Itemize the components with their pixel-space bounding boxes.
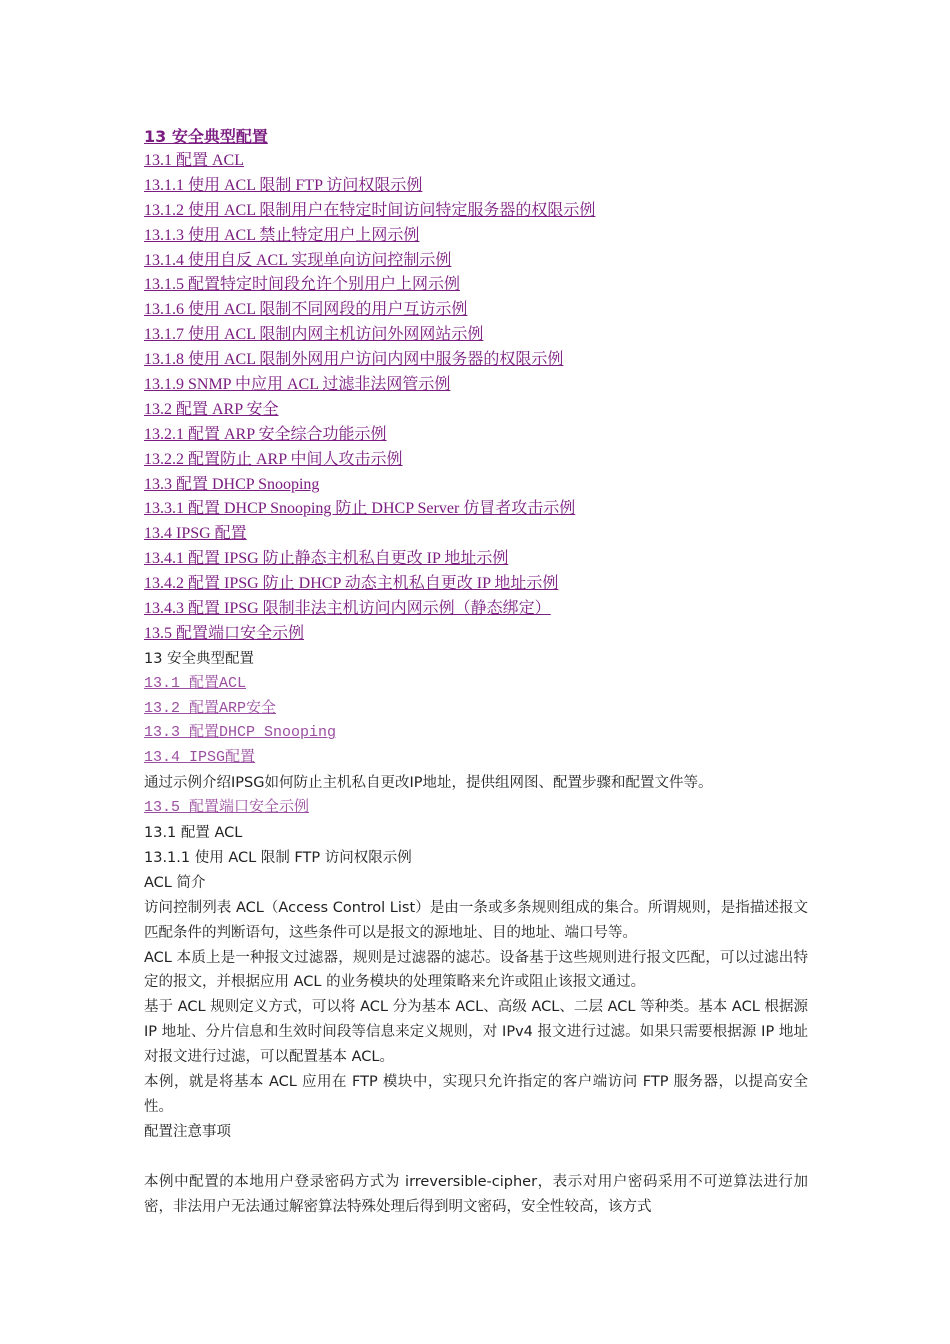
toc-link-13-2-2[interactable]: 13.2.2 配置防止 ARP 中间人攻击示例	[144, 450, 403, 468]
section-link-13-3[interactable]: 13.3 配置DHCP Snooping	[144, 724, 337, 742]
toc-link-13-5[interactable]: 13.5 配置端口安全示例	[144, 624, 305, 642]
document-page	[144, 124, 808, 1219]
section-heading-13-1: 13.1 配置 ACL	[144, 825, 243, 842]
toc-title[interactable]: 13 安全典型配置	[144, 127, 268, 146]
paragraph-acl-types: 基于 ACL 规则定义方式，可以将 ACL 分为基本 ACL、高级 ACL、二层 ACL 等种类。基本 ACL 根据源 IP 地址、分片信息和生效时间段等信息来定义规则，对 IPv4 报文进行过滤。如果只需要根据源 IP 地址对报文进行过滤，可以配置基本 ACL。	[144, 999, 808, 1066]
toc-link-13-1-8[interactable]: 13.1.8 使用 ACL 限制外网用户访问内网中服务器的权限示例	[144, 351, 564, 369]
chapter-heading: 13 安全典型配置	[144, 650, 255, 667]
toc-link-13-4-3[interactable]: 13.4.3 配置 IPSG 限制非法主机访问内网示例（静态绑定）	[144, 600, 551, 618]
toc-link-13-1-4[interactable]: 13.1.4 使用自反 ACL 实现单向访问控制示例	[144, 251, 452, 269]
toc-link-13-1-5[interactable]: 13.1.5 配置特定时间段允许个别用户上网示例	[144, 276, 461, 294]
paragraph-example-purpose: 本例，就是将基本 ACL 应用在 FTP 模块中，实现只允许指定的客户端访问 FTP 服务器，以提高安全性。	[144, 1074, 808, 1115]
paragraph-password-note: 本例中配置的本地用户登录密码方式为 irreversible-cipher，表示对用户密码采用不可逆算法进行加密，非法用户无法通过解密算法特殊处理后得到明文密码，安全性较高，该方式	[144, 1173, 808, 1215]
toc-link-13-1-6[interactable]: 13.1.6 使用 ACL 限制不同网段的用户互访示例	[144, 301, 468, 319]
blank-line	[144, 1145, 808, 1170]
toc-link-13-4-1[interactable]: 13.4.1 配置 IPSG 防止静态主机私自更改 IP 地址示例	[144, 550, 509, 568]
toc-link-13-4[interactable]: 13.4 IPSG 配置	[144, 525, 247, 543]
paragraph-acl-filter: ACL 本质上是一种报文过滤器，规则是过滤器的滤芯。设备基于这些规则进行报文匹配，可以过滤出特定的报文，并根据应用 ACL 的业务模块的处理策略来允许或阻止该报文通过。	[144, 949, 808, 991]
toc-link-13-1-1[interactable]: 13.1.1 使用 ACL 限制 FTP 访问权限示例	[144, 176, 423, 194]
toc-link-13-1-9[interactable]: 13.1.9 SNMP 中应用 ACL 过滤非法网管示例	[144, 376, 451, 394]
acl-intro-heading: ACL 简介	[144, 874, 206, 891]
section-heading-13-1-1: 13.1.1 使用 ACL 限制 FTP 访问权限示例	[144, 849, 412, 866]
toc-link-13-3[interactable]: 13.3 配置 DHCP Snooping	[144, 475, 320, 493]
paragraph-acl-definition: 访问控制列表 ACL（Access Control List）是由一条或多条规则组成的集合。所谓规则，是指描述报文匹配条件的判断语句，这些条件可以是报文的源地址、目的地址、端口号等。	[144, 899, 808, 941]
toc-link-13-1[interactable]: 13.1 配置 ACL	[144, 152, 245, 169]
toc-link-13-2-1[interactable]: 13.2.1 配置 ARP 安全综合功能示例	[144, 425, 387, 443]
toc-link-13-4-2[interactable]: 13.4.2 配置 IPSG 防止 DHCP 动态主机私自更改 IP 地址示例	[144, 575, 559, 593]
section-link-13-1[interactable]: 13.1 配置ACL	[144, 674, 247, 692]
notes-heading: 配置注意事项	[144, 1123, 231, 1140]
toc-link-13-1-2[interactable]: 13.1.2 使用 ACL 限制用户在特定时间访问特定服务器的权限示例	[144, 201, 596, 219]
section-link-13-4[interactable]: 13.4 IPSG配置	[144, 749, 256, 767]
section-link-13-2[interactable]: 13.2 配置ARP安全	[144, 699, 277, 717]
toc-link-13-2[interactable]: 13.2 配置 ARP 安全	[144, 400, 279, 418]
toc-link-13-1-3[interactable]: 13.1.3 使用 ACL 禁止特定用户上网示例	[144, 226, 420, 244]
toc-link-13-1-7[interactable]: 13.1.7 使用 ACL 限制内网主机访问外网网站示例	[144, 326, 484, 344]
toc-link-13-3-1[interactable]: 13.3.1 配置 DHCP Snooping 防止 DHCP Server 仿冒者攻击示例	[144, 500, 576, 518]
section-link-13-5[interactable]: 13.5 配置端口安全示例	[144, 799, 310, 817]
toc-list	[144, 149, 808, 647]
ipsg-description: 通过示例介绍IPSG如何防止主机私自更改IP地址，提供组网图、配置步骤和配置文件等。	[144, 775, 713, 792]
